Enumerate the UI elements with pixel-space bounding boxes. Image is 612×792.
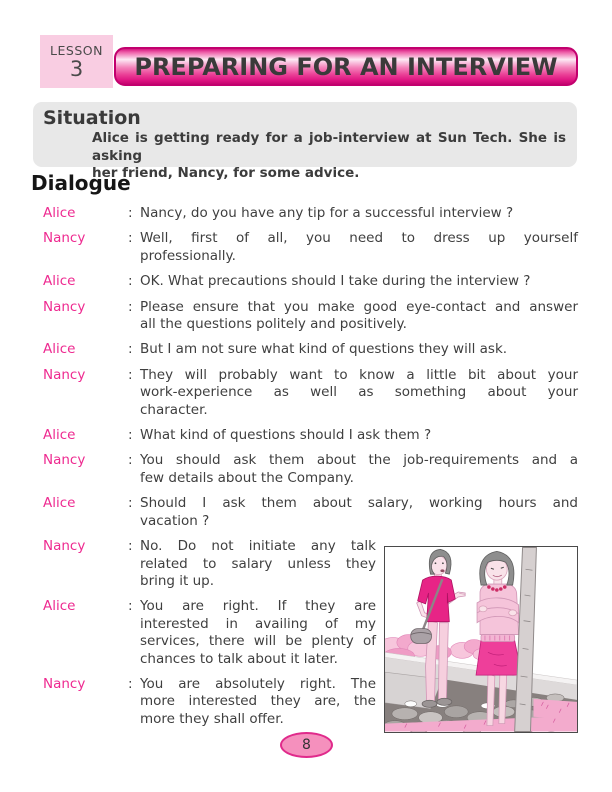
- utterance-text: [140, 495, 578, 530]
- utterance-text: [140, 367, 578, 419]
- text-line: related to salary unless they: [140, 555, 376, 572]
- dialogue-entry: [43, 273, 578, 290]
- text-line: vacation ?: [140, 512, 210, 529]
- text-line: her friend, Nancy, for some advice.: [92, 165, 360, 181]
- speaker-colon: :: [128, 298, 133, 315]
- dialogue-entry: [43, 367, 578, 419]
- dialogue-entry: [43, 205, 578, 222]
- situation-text: [92, 130, 566, 183]
- dialogue-entry: [43, 495, 578, 530]
- speaker-colon: :: [128, 452, 133, 469]
- text-line: They will probably want to know a little bit about your: [140, 366, 578, 383]
- speaker-name: Nancy: [43, 538, 86, 555]
- speaker-name: Alice: [43, 341, 76, 358]
- speaker-name: Nancy: [43, 230, 86, 247]
- text-line: Alice is getting ready for a job-interview at Sun Tech. She is asking: [92, 130, 566, 164]
- page-number-badge: [280, 732, 333, 758]
- utterance-text: [140, 299, 578, 334]
- text-line: few details about the Company.: [140, 469, 354, 486]
- speaker-name: Alice: [43, 495, 76, 512]
- speaker-colon: :: [128, 366, 133, 383]
- text-line: services, there will be plenty of: [140, 633, 376, 650]
- text-line: But I am not sure what kind of questions they will ask.: [140, 341, 508, 358]
- text-line: Nancy, do you have any tip for a successful interview ?: [140, 205, 514, 221]
- text-line: Should I ask them about salary, working hours and: [140, 495, 578, 512]
- text-line: more they shall offer.: [140, 710, 284, 727]
- dialogue-entry: [43, 230, 578, 265]
- speaker-colon: :: [128, 341, 133, 358]
- lesson-number: 3: [69, 57, 84, 81]
- speaker-colon: :: [128, 273, 133, 290]
- situation-heading: Situation: [43, 107, 141, 129]
- situation-box: [33, 102, 577, 181]
- text-line: all the questions politely and positively.: [140, 316, 407, 333]
- lesson-title-banner: [114, 47, 578, 86]
- text-line: bring it up.: [140, 572, 215, 589]
- dialogue-entry: [43, 299, 578, 334]
- utterance-text: [140, 676, 376, 728]
- dialogue-entry: [43, 427, 578, 444]
- lesson-number-box: [40, 35, 113, 88]
- text-line: What kind of questions should I ask them ?: [140, 427, 432, 444]
- text-line: Well, first of all, you need to dress up yourself: [140, 230, 578, 247]
- dialogue-entry: [43, 341, 578, 358]
- text-line: character.: [140, 401, 208, 418]
- utterance-text: [140, 341, 578, 358]
- text-line: You are absolutely right. The: [140, 675, 376, 692]
- text-line: You are right. If they are: [140, 598, 376, 615]
- utterance-text: [140, 230, 578, 265]
- speaker-name: Nancy: [43, 366, 86, 383]
- speaker-colon: :: [128, 495, 133, 512]
- text-line: interested in availing of my: [140, 615, 376, 632]
- two-women-talking-drawing: [385, 547, 577, 732]
- speaker-name: Alice: [43, 273, 76, 290]
- utterance-text: [140, 205, 578, 222]
- speaker-name: Nancy: [43, 675, 86, 692]
- page-number: 8: [302, 737, 311, 753]
- text-line: Please ensure that you make good eye-contact and answer: [140, 298, 578, 315]
- dialogue-heading: Dialogue: [31, 171, 131, 195]
- utterance-text: [140, 598, 376, 668]
- utterance-text: [140, 427, 578, 444]
- lesson-title: PREPARING FOR AN INTERVIEW: [134, 52, 558, 81]
- text-line: work-experience as well as something about your: [140, 384, 578, 401]
- speaker-colon: :: [128, 230, 133, 247]
- speaker-name: Nancy: [43, 298, 86, 315]
- utterance-text: [140, 273, 578, 290]
- interview-illustration: [384, 546, 578, 733]
- speaker-name: Nancy: [43, 452, 86, 469]
- speaker-name: Alice: [43, 427, 76, 444]
- speaker-name: Alice: [43, 598, 76, 615]
- speaker-colon: :: [128, 205, 133, 221]
- text-line: more interested they are, the: [140, 693, 376, 710]
- utterance-text: [140, 452, 578, 487]
- text-line: chances to talk about it later.: [140, 650, 338, 667]
- lesson-label: LESSON: [50, 43, 103, 58]
- speaker-colon: :: [128, 538, 133, 555]
- speaker-colon: :: [128, 598, 133, 615]
- speaker-name: Alice: [43, 205, 76, 221]
- speaker-colon: :: [128, 675, 133, 692]
- text-line: No. Do not initiate any talk: [140, 538, 376, 555]
- text-line: OK. What precautions should I take during the interview ?: [140, 273, 531, 290]
- text-line: You should ask them about the job-requirements and a: [140, 452, 578, 469]
- dialogue-entry: [43, 452, 578, 487]
- speaker-colon: :: [128, 427, 133, 444]
- utterance-text: [140, 538, 376, 590]
- text-line: professionally.: [140, 247, 236, 264]
